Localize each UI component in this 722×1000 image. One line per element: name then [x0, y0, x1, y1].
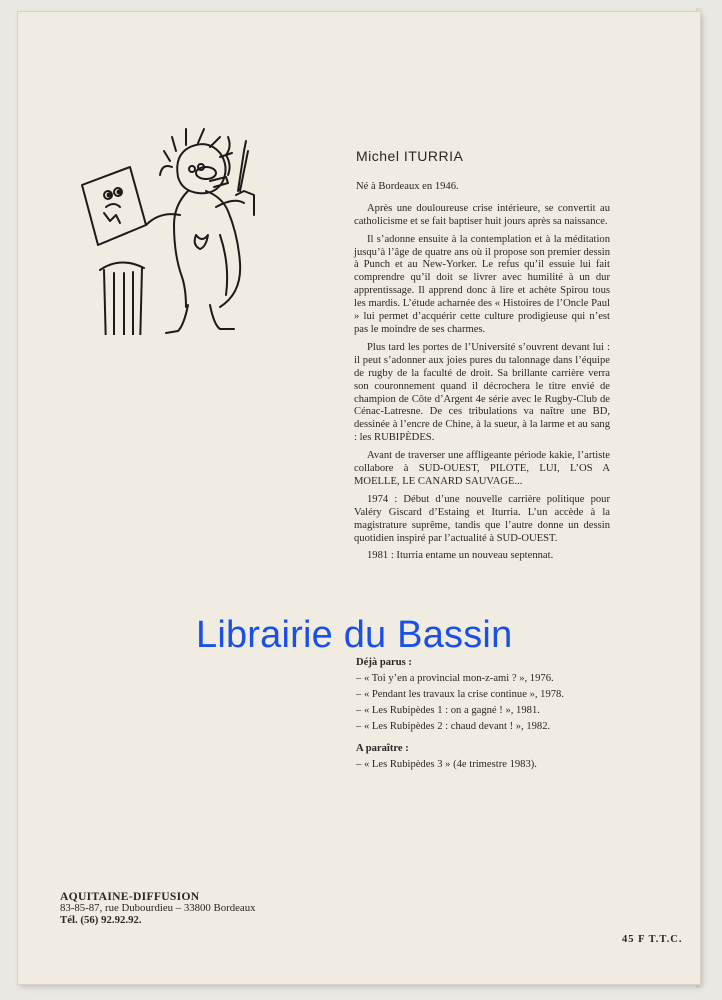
bio-paragraph: Il s’adonne ensuite à la contemplation et à la méditation jusqu’à l’âge de quatre ans où il propose son premier dessin à Punch et au New-Yorker. Le refus qu’il essuie lui fait comprendre qu’il doit se livrer avec humilité à un dur apprentissage. Il apprend donc à lire et achète Spirou tous les mardis. L’étude acharnée des « Histoires de l’Oncle Paul » lui permet d’acquérir cette culture prodigieuse qui n’est pas le moindre de ses charmes.	[354, 233, 610, 335]
bio-paragraph: Plus tard les portes de l’Université s’ouvrent devant lui : il peut s’adonner aux joies pures du talonnage dans l’équipe de rugby de la faculté de droit. Sa brillante carrière verra son couronnement quand il décrochera le titre envié de champion de Côte d’Argent 4e série avec le Rugby-Club de Cénac-Latresne. De ces tribulations va naître une BD, dessinée à l’encre de Chine, à la sueur, à la larme et au sang : les RUBIPÈDES.	[354, 341, 610, 444]
publisher-block	[60, 891, 320, 926]
list-item: – « Les Rubipèdes 1 : on a gagné ! », 1981.	[356, 705, 540, 716]
biography-column	[354, 150, 610, 568]
bio-paragraph: Après une douloureuse crise intérieure, se convertit au catholicisme et se fait baptiser huit jours après sa naissance.	[354, 202, 610, 227]
already-published-list	[356, 671, 636, 735]
bookshop-watermark: Librairie du Bassin	[196, 614, 513, 656]
already-published-heading: Déjà parus :	[356, 657, 412, 668]
birth-line: Né à Bordeaux en 1946.	[356, 180, 459, 192]
bibliography	[356, 655, 636, 779]
bio-paragraph: 1974 : Début d’une nouvelle carrière politique pour Valéry Giscard d’Estaing et Iturria. L’un accède à la magistrature suprême, tandis que l’autre donne un dessin quotidien inspiré par l’actualité à SUD-OUEST.	[354, 493, 610, 544]
list-item: – « Les Rubipèdes 3 » (4e trimestre 1983).	[356, 759, 537, 770]
list-item: – « Toi y’en a provincial mon-z-ami ? », 1976.	[356, 673, 554, 684]
publisher-phone: Tél. (56) 92.92.92.	[60, 913, 142, 926]
bio-paragraph: Avant de traverser une affligeante période kakie, l’artiste collabore à SUD-OUEST, PILOTE, LUI, L’OS A MOELLE, LE CANARD SAUVAGE...	[354, 450, 610, 487]
list-item: – « Les Rubipèdes 2 : chaud devant ! », 1982.	[356, 721, 551, 732]
forthcoming-list	[356, 757, 636, 773]
list-item: – « Pendant les travaux la crise continue », 1978.	[356, 689, 564, 700]
forthcoming-heading: A paraître :	[356, 743, 409, 754]
price-label: 45 F T.T.C.	[622, 934, 683, 945]
publisher-address: 83-85-87, rue Dubourdieu – 33800 Bordeaux	[60, 901, 256, 914]
publisher-name: AQUITAINE-DIFFUSION	[60, 890, 200, 903]
bio-paragraph: 1981 : Iturria entame un nouveau septennat.	[367, 550, 554, 562]
cartoon-artist-icon	[60, 95, 260, 335]
author-name: Michel ITURRIA	[356, 148, 464, 164]
